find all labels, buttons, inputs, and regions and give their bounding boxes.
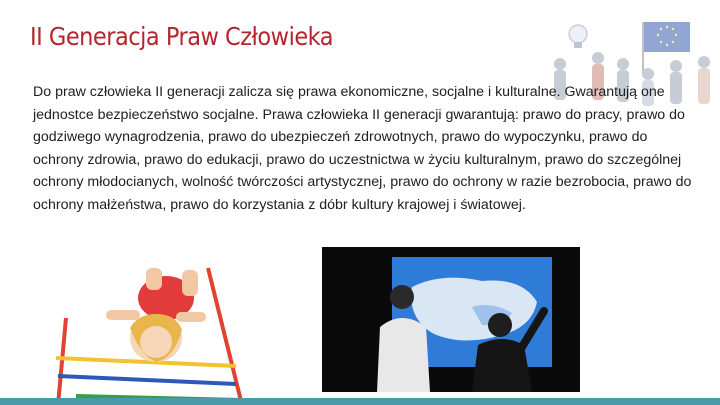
lightbulb-icon [569, 25, 587, 48]
slide-paragraph: Do praw człowieka II generacji zalicza się prawa ekonomiczne, socjalne i kulturalne. Gwarantują one jednostce bezpieczeństwo socjalne. Prawa człowieka II generacji gwarantują: prawo do pracy, prawo do godziwego wynagrodzenia, prawo do ubezpieczeń zdrowotnych, prawo do wypoczynku, prawo do ochrony zdrowia, prawo do edukacji, prawo do uczestnictwa w życiu kulturalnym, prawo do szczególnej ochrony młodocianych, wolność twórczości artystycznej, prawo do ochrony w razie bezrobocia, prawo do ochrony małżeństwa, prawo do korzystania z dóbr kultury krajowej i światowej. [33, 84, 692, 213]
accent-bar [0, 398, 720, 405]
slide-title: II Generacja Praw Człowieka [30, 22, 334, 51]
eu-flag-icon [643, 22, 690, 74]
map-screen-photo [322, 247, 580, 392]
child-playground-photo [46, 258, 246, 405]
